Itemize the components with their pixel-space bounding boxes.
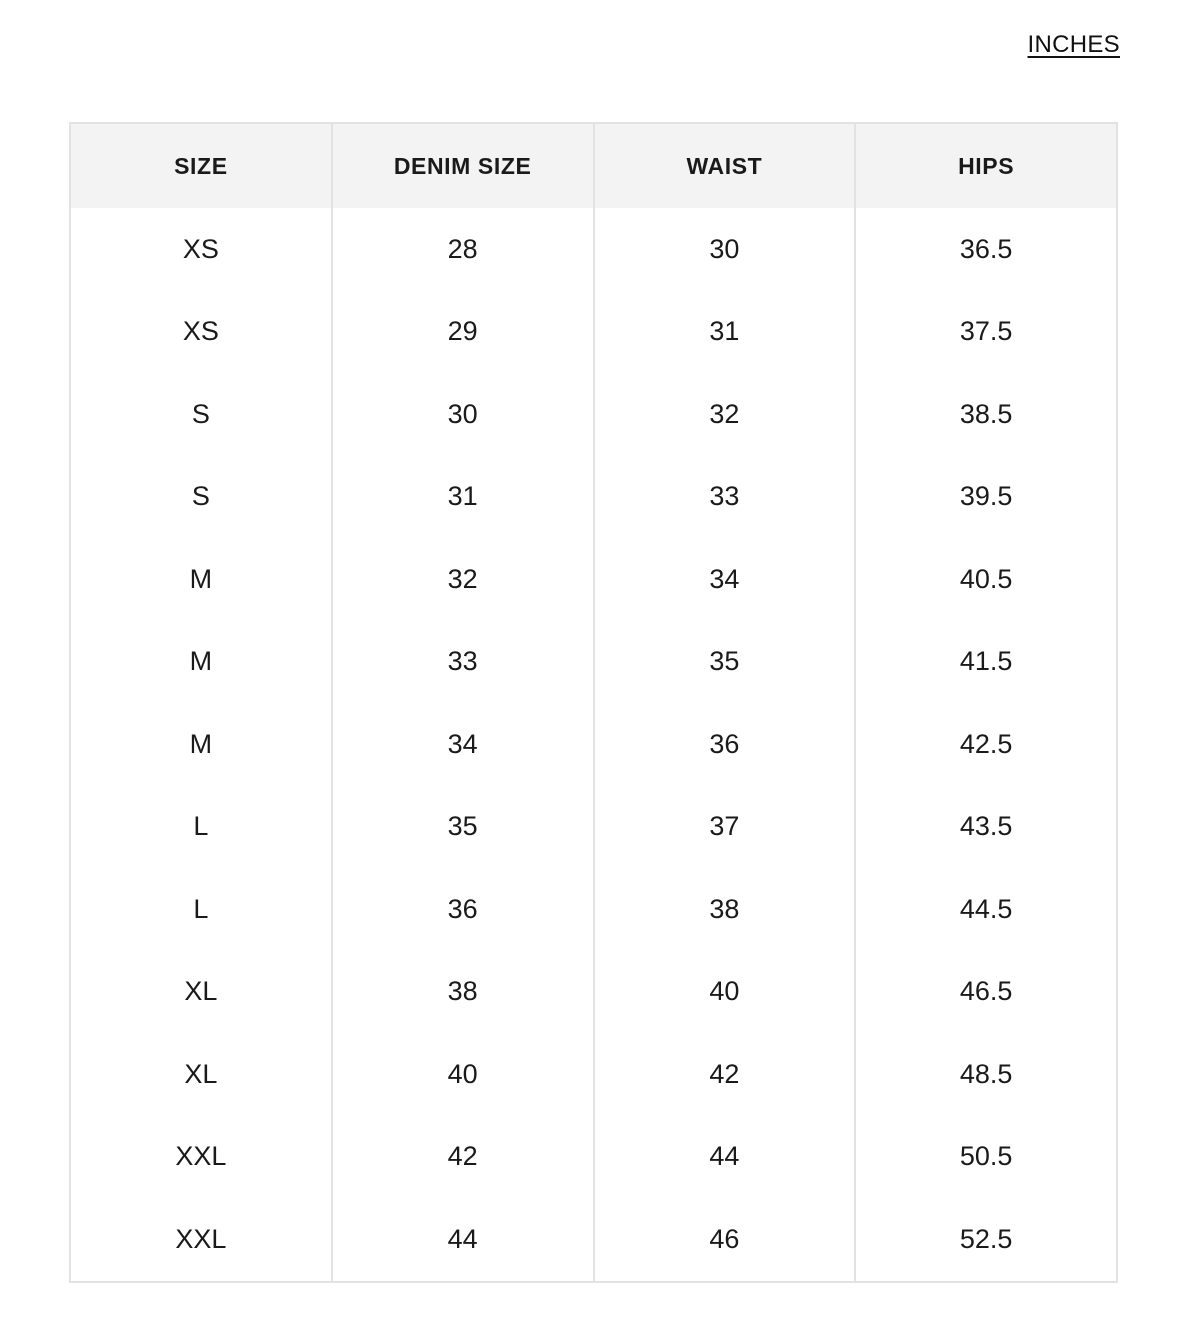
cell-denim-size: 33	[332, 621, 594, 704]
table-row	[70, 621, 1117, 704]
cell-waist: 42	[594, 1033, 856, 1116]
cell-denim-size: 38	[332, 951, 594, 1034]
column-header-denim-size: DENIM SIZE	[332, 123, 594, 208]
cell-denim-size: 34	[332, 703, 594, 786]
cell-denim-size: 35	[332, 786, 594, 869]
column-header-waist: WAIST	[594, 123, 856, 208]
cell-size: XL	[70, 951, 332, 1034]
table-row	[70, 538, 1117, 621]
table-row	[70, 208, 1117, 291]
cell-size: XS	[70, 208, 332, 291]
cell-hips: 44.5	[855, 868, 1117, 951]
cell-hips: 40.5	[855, 538, 1117, 621]
table-row	[70, 373, 1117, 456]
cell-waist: 34	[594, 538, 856, 621]
cell-denim-size: 30	[332, 373, 594, 456]
cell-hips: 50.5	[855, 1116, 1117, 1199]
table-header	[70, 123, 1117, 208]
cell-size: XL	[70, 1033, 332, 1116]
cell-denim-size: 44	[332, 1198, 594, 1282]
table-row	[70, 456, 1117, 539]
cell-size: M	[70, 703, 332, 786]
cell-waist: 38	[594, 868, 856, 951]
table-row	[70, 1033, 1117, 1116]
table-row	[70, 1198, 1117, 1282]
cell-denim-size: 28	[332, 208, 594, 291]
cell-waist: 36	[594, 703, 856, 786]
cell-waist: 31	[594, 291, 856, 374]
table-row	[70, 868, 1117, 951]
cell-size: M	[70, 538, 332, 621]
table-row	[70, 786, 1117, 869]
cell-size: XXL	[70, 1198, 332, 1282]
size-chart-table	[69, 122, 1118, 1283]
cell-denim-size: 32	[332, 538, 594, 621]
cell-hips: 39.5	[855, 456, 1117, 539]
cell-size: L	[70, 786, 332, 869]
cell-hips: 42.5	[855, 703, 1117, 786]
table-body	[70, 208, 1117, 1282]
cell-waist: 46	[594, 1198, 856, 1282]
cell-denim-size: 31	[332, 456, 594, 539]
cell-hips: 36.5	[855, 208, 1117, 291]
column-header-size: SIZE	[70, 123, 332, 208]
cell-size: S	[70, 456, 332, 539]
cell-denim-size: 40	[332, 1033, 594, 1116]
table-row	[70, 1116, 1117, 1199]
cell-size: L	[70, 868, 332, 951]
cell-waist: 35	[594, 621, 856, 704]
column-header-hips: HIPS	[855, 123, 1117, 208]
cell-waist: 33	[594, 456, 856, 539]
cell-waist: 40	[594, 951, 856, 1034]
header-row	[70, 123, 1117, 208]
cell-denim-size: 29	[332, 291, 594, 374]
cell-size: XS	[70, 291, 332, 374]
cell-hips: 48.5	[855, 1033, 1117, 1116]
table-row	[70, 951, 1117, 1034]
cell-hips: 41.5	[855, 621, 1117, 704]
cell-waist: 30	[594, 208, 856, 291]
cell-size: M	[70, 621, 332, 704]
cell-hips: 38.5	[855, 373, 1117, 456]
cell-hips: 43.5	[855, 786, 1117, 869]
cell-hips: 52.5	[855, 1198, 1117, 1282]
cell-size: XXL	[70, 1116, 332, 1199]
cell-hips: 46.5	[855, 951, 1117, 1034]
table-row	[70, 291, 1117, 374]
cell-hips: 37.5	[855, 291, 1117, 374]
table-row	[70, 703, 1117, 786]
cell-denim-size: 42	[332, 1116, 594, 1199]
cell-waist: 44	[594, 1116, 856, 1199]
cell-waist: 37	[594, 786, 856, 869]
cell-denim-size: 36	[332, 868, 594, 951]
unit-toggle-inches[interactable]: INCHES	[1027, 31, 1120, 58]
cell-waist: 32	[594, 373, 856, 456]
cell-size: S	[70, 373, 332, 456]
